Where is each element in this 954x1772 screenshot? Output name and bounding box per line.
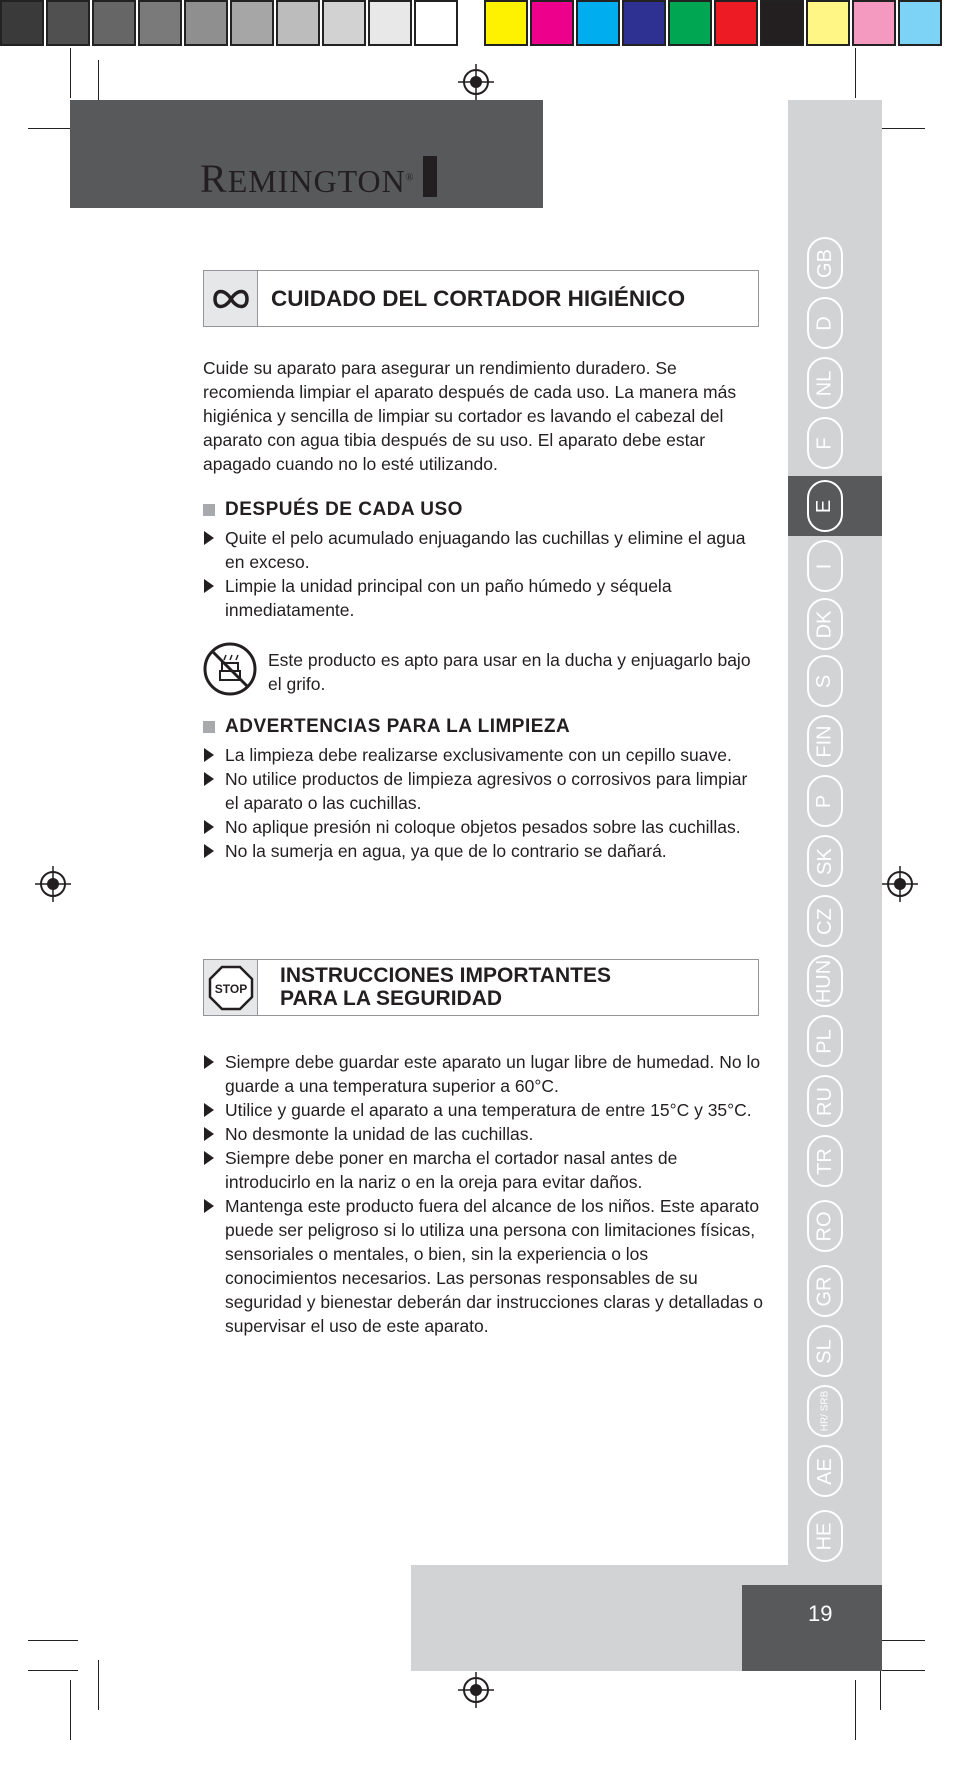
language-tab-pl[interactable]: PL	[807, 1015, 843, 1067]
color-swatch	[414, 0, 458, 46]
registration-mark-icon	[458, 64, 494, 100]
language-tab-f[interactable]: F	[807, 417, 843, 469]
crop-mark	[855, 48, 856, 98]
list-item: No desmonte la unidad de las cuchillas.	[203, 1122, 763, 1146]
color-swatch	[622, 0, 666, 46]
subsection-title-after-use: DESPUÉS DE CADA USO	[203, 499, 463, 521]
color-swatch	[0, 0, 44, 46]
language-tab-p[interactable]: P	[807, 775, 843, 827]
language-tab-ru[interactable]: RU	[807, 1075, 843, 1127]
color-swatch	[852, 0, 896, 46]
list-item: Siempre debe guardar este aparato un lugar libre de humedad. No lo guarde a una temperatura superior a 60°C.	[203, 1050, 763, 1098]
registration-mark-icon	[458, 1672, 494, 1708]
crop-mark	[28, 1640, 78, 1641]
language-tab-gr[interactable]: GR	[807, 1265, 843, 1317]
list-item: No la sumerja en agua, ya que de lo contrario se dañará.	[203, 839, 763, 863]
color-swatch	[806, 0, 850, 46]
color-swatch	[322, 0, 366, 46]
language-tab-ae[interactable]: AE	[807, 1445, 843, 1497]
language-tab-tr[interactable]: TR	[807, 1135, 843, 1187]
crop-mark	[70, 48, 71, 98]
section-title-care: CUIDADO DEL CORTADOR HIGIÉNICO	[271, 286, 686, 311]
registration-mark-icon	[35, 866, 71, 902]
section-title-safety: INSTRUCCIONES IMPORTANTES PARA LA SEGURIDAD	[280, 964, 611, 1010]
crop-mark	[875, 1670, 925, 1671]
language-tab-hrsrb[interactable]: HR/ SRB	[807, 1385, 843, 1437]
registration-mark-icon	[882, 866, 918, 902]
cmyk-color-bar	[484, 0, 944, 50]
infinity-icon	[204, 271, 258, 326]
language-tab-fin[interactable]: FIN	[807, 715, 843, 767]
crop-mark	[70, 1680, 71, 1740]
subsection-title-cleaning-warnings: ADVERTENCIAS PARA LA LIMPIEZA	[203, 716, 570, 738]
color-swatch	[92, 0, 136, 46]
list-item: No aplique presión ni coloque objetos pesados sobre las cuchillas.	[203, 815, 763, 839]
after-use-list	[203, 526, 763, 622]
color-swatch	[230, 0, 274, 46]
language-tab-i[interactable]: I	[807, 540, 843, 592]
list-item: Limpie la unidad principal con un paño húmedo y séquela inmediatamente.	[203, 574, 763, 622]
shower-washable-icon	[202, 641, 258, 697]
brand-logo-bar	[423, 156, 437, 197]
brand-logo: REMINGTON®	[200, 156, 415, 201]
color-swatch	[898, 0, 942, 46]
color-swatch	[138, 0, 182, 46]
color-swatch	[760, 0, 804, 46]
list-item: Quite el pelo acumulado enjuagando las cuchillas y elimine el agua en exceso.	[203, 526, 763, 574]
crop-mark	[875, 128, 925, 129]
language-tab-nl[interactable]: NL	[807, 357, 843, 409]
language-tab-gb[interactable]: GB	[807, 237, 843, 289]
language-tab-dk[interactable]: DK	[807, 598, 843, 650]
color-swatch	[576, 0, 620, 46]
language-tab-sl[interactable]: SL	[807, 1325, 843, 1377]
language-tab-hun[interactable]: HUN	[807, 955, 843, 1007]
list-item: La limpieza debe realizarse exclusivamente con un cepillo suave.	[203, 743, 763, 767]
crop-mark	[875, 1640, 925, 1641]
crop-mark	[855, 1680, 856, 1740]
language-tab-cz[interactable]: CZ	[807, 895, 843, 947]
cleaning-warnings-list	[203, 743, 763, 863]
color-swatch	[276, 0, 320, 46]
list-item: No utilice productos de limpieza agresivos o corrosivos para limpiar el aparato o las cuchillas.	[203, 767, 763, 815]
language-tab-sk[interactable]: SK	[807, 835, 843, 887]
color-swatch	[530, 0, 574, 46]
gray-color-bar	[0, 0, 460, 50]
color-swatch	[714, 0, 758, 46]
list-item: Mantenga este producto fuera del alcance de los niños. Este aparato puede ser peligroso si lo utiliza una persona con limitaciones físicas, sensoriales o mentales, o bien, sin la experiencia o los conocimientos necesarios. Las personas responsables de su seguridad y bienestar deberán dar instrucciones claras y detalladas o supervisar el uso de este aparato.	[203, 1194, 763, 1338]
stop-sign-icon	[204, 960, 258, 1015]
language-tab-e[interactable]: E	[807, 480, 843, 532]
care-intro: Cuide su aparato para asegurar un rendimiento duradero. Se recomienda limpiar el aparato después de cada uso. La manera más higiénica y sencilla de limpiar su cortador es lavando el cabezal del aparato con agua tibia después de su uso. El aparato debe estar apagado cuando no lo esté utilizando.	[203, 358, 737, 474]
list-item: Siempre debe poner en marcha el cortador nasal antes de introducirlo en la nariz o en la oreja para evitar daños.	[203, 1146, 763, 1194]
page-number-box	[742, 1585, 882, 1671]
color-swatch	[668, 0, 712, 46]
safety-list	[203, 1050, 763, 1338]
svg-text:STOP: STOP	[214, 981, 247, 996]
language-tab-ro[interactable]: RO	[807, 1200, 843, 1252]
language-tab-he[interactable]: HE	[807, 1510, 843, 1562]
shower-note: Este producto es apto para usar en la ducha y enjuagarlo bajo el grifo.	[268, 650, 751, 694]
crop-mark	[98, 1660, 99, 1710]
language-tab-d[interactable]: D	[807, 297, 843, 349]
color-swatch	[368, 0, 412, 46]
color-swatch	[46, 0, 90, 46]
color-swatch	[184, 0, 228, 46]
page-number: 19	[808, 1601, 833, 1626]
language-tab-s[interactable]: S	[807, 655, 843, 707]
crop-mark	[28, 1670, 78, 1671]
list-item: Utilice y guarde el aparato a una temperatura de entre 15°C y 35°C.	[203, 1098, 763, 1122]
color-swatch	[484, 0, 528, 46]
